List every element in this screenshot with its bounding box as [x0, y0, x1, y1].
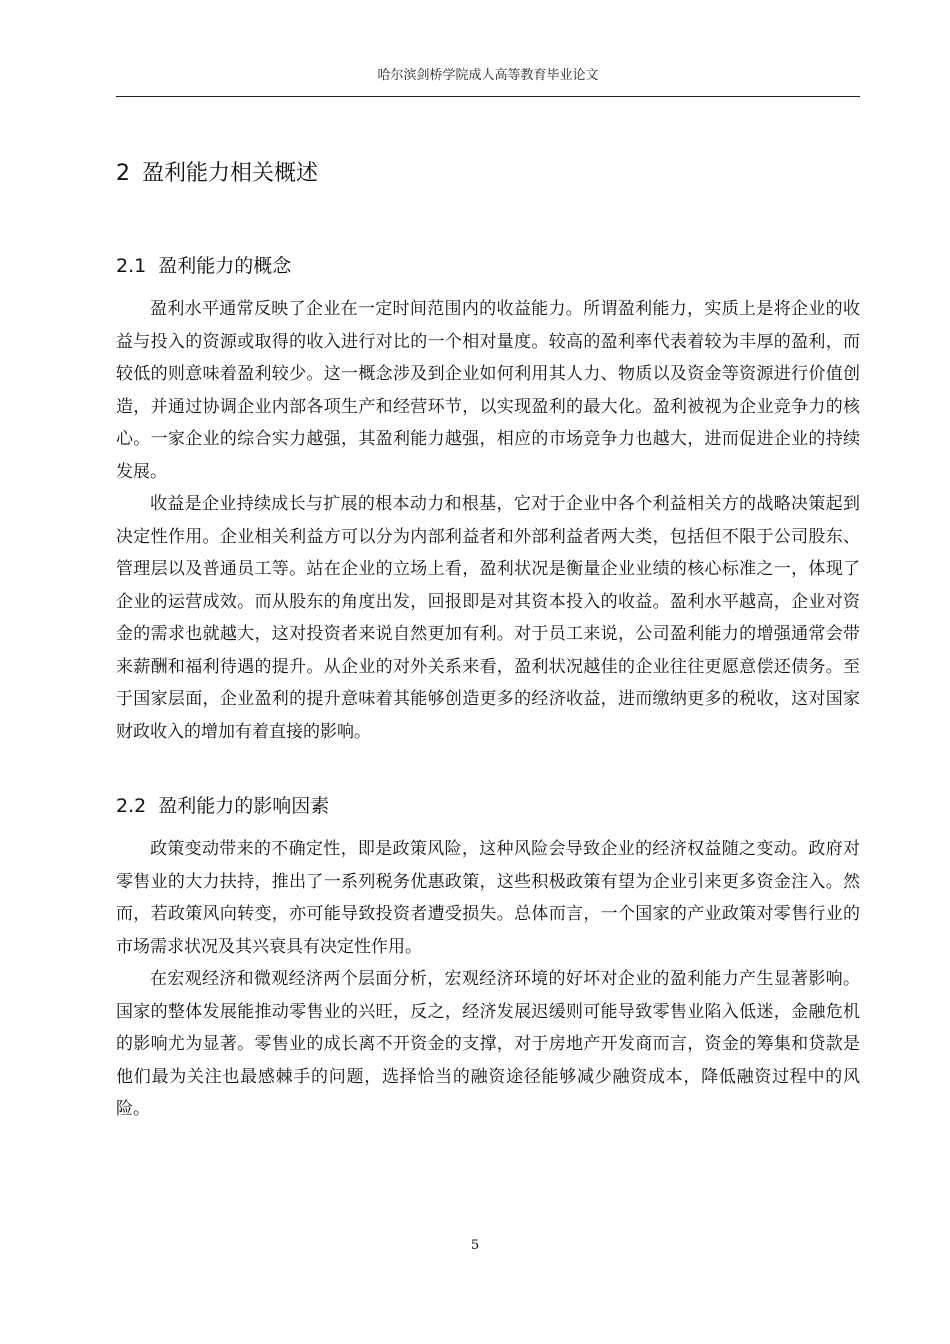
section-body [116, 833, 860, 1126]
body-paragraph: 在宏观经济和微观经济两个层面分析，宏观经济环境的好坏对企业的盈利能力产生显著影响。国家的整体发展能推动零售业的兴旺，反之，经济发展迟缓则可能导致零售业陷入低迷，金融危机的影响尤为显著。零售业的成长离不开资金的支撑，对于房地产开发商而言，资金的筹集和贷款是他们最为关注也最感棘手的问题，选择恰当的融资途径能够减少融资成本，降低融资过程中的风险。 [116, 969, 860, 1119]
page-number: 5 [470, 1238, 480, 1253]
body-paragraph: 收益是企业持续成长与扩展的根本动力和根基，它对于企业中各个利益相关方的战略决策起到决定性作用。企业相关利益方可以分为内部利益者和外部利益者两大类，包括但不限于公司股东、管理层以及普通员工等。站在企业的立场上看，盈利状况是衡量企业业绩的核心标准之一，体现了企业的运营成效。而从股东的角度出发，回报即是对其资本投入的收益。盈利水平越高，企业对资金的需求也就越大，这对投资者来说自然更加有利。对于员工来说，公司盈利能力的增强通常会带来薪酬和福利待遇的提升。从企业的对外关系来看，盈利状况越佳的企业往往更愿意偿还债务。至于国家层面，企业盈利的提升意味着其能够创造更多的经济收益，进而缴纳更多的税收，这对国家财政收入的增加有着直接的影响。 [116, 494, 860, 742]
section-title-text: 盈利能力的概念 [158, 255, 292, 277]
running-header: 哈尔滨剑桥学院成人高等教育毕业论文 [377, 68, 599, 83]
section-title-text: 盈利能力的影响因素 [158, 795, 330, 817]
section-heading [116, 792, 329, 820]
body-paragraph: 盈利水平通常反映了企业在一定时间范围内的收益能力。所谓盈利能力，实质上是将企业的收益与投入的资源或取得的收入进行对比的一个相对量度。较高的盈利率代表着较为丰厚的盈利，而较低的则意味着盈利较少。这一概念涉及到企业如何利用其人力、物质以及资金等资源进行价值创造，并通过协调企业内部各项生产和经营环节，以实现盈利的最大化。盈利被视为企业竞争力的核心。一家企业的综合实力越强，其盈利能力越强，相应的市场竞争力也越大，进而促进企业的持续发展。 [116, 299, 860, 482]
section-number: 2.1 [116, 255, 147, 277]
header-divider [116, 96, 860, 97]
section-number: 2.2 [116, 795, 147, 817]
body-paragraph: 政策变动带来的不确定性，即是政策风险，这种风险会导致企业的经济权益随之变动。政府对零售业的大力扶持，推出了一系列税务优惠政策，这些积极政策有望为企业引来更多资金注入。然而，若政策风向转变，亦可能导致投资者遭受损失。总体而言，一个国家的产业政策对零售行业的市场需求状况及其兴衰具有决定性作用。 [116, 839, 860, 957]
chapter-number: 2 [116, 161, 130, 186]
section-body [116, 293, 860, 748]
chapter-title [116, 158, 318, 190]
section-heading [116, 252, 291, 280]
chapter-title-text: 盈利能力相关概述 [142, 161, 319, 186]
